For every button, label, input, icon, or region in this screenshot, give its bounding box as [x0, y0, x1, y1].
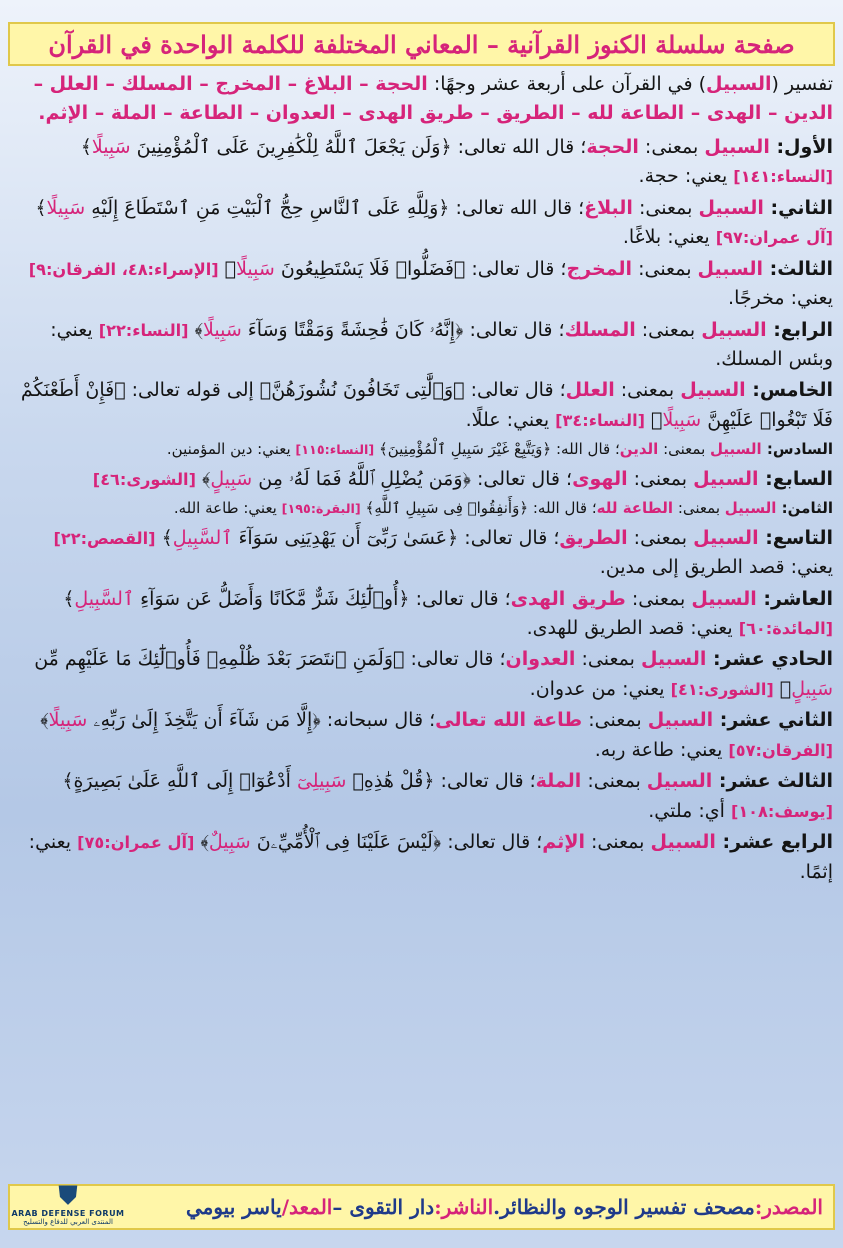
meaning-entry: [10, 828, 833, 887]
entry-verse-key: سَبِيلًا: [48, 709, 88, 732]
entry-meaning: الملة: [535, 770, 582, 793]
entry-word: السبيل: [647, 709, 714, 732]
entry-explanation: أي: ملتي.: [648, 799, 731, 822]
source-footer: [8, 1180, 835, 1230]
entry-bima: بمعنى:: [673, 499, 725, 518]
entry-ordinal: السادس:: [761, 440, 833, 459]
entry-verse: ﴿فَضَلُّوا۟ فَلَا يَسْتَطِيعُونَ: [274, 257, 466, 280]
meaning-entry: [10, 376, 833, 435]
entry-meaning: طريق الهدى: [510, 587, 626, 610]
logo-line2: المنتدى العربي للدفاع والتسليح: [23, 1217, 113, 1226]
entry-reference: [النساء:١٤١]: [733, 167, 833, 187]
entry-verse-key: سَبِيلًا: [236, 257, 275, 280]
entry-word: السبيل: [698, 196, 764, 219]
meaning-entry: [10, 194, 833, 253]
entry-bima: بمعنى:: [584, 831, 651, 854]
meaning-entry: [10, 465, 833, 494]
meaning-entry: [10, 706, 833, 765]
entry-reference: [الشورى:٤١]: [670, 679, 774, 699]
entry-explanation: يعني: قصد الطريق إلى مدين.: [599, 556, 833, 579]
intro-word: السبيل: [706, 73, 772, 95]
entry-lead: ؛ قال الله تعالى:: [449, 196, 585, 219]
entry-meaning: الهوى: [572, 467, 628, 490]
entry-word: السبيل: [701, 318, 767, 341]
entry-ordinal: الثالث:: [763, 257, 833, 280]
entry-verse-end: ﴾: [80, 135, 92, 158]
eagle-emblem-icon: ⛊: [58, 1180, 78, 1211]
entry-word: السبيل: [693, 526, 759, 549]
entry-verse: ﴿وَيَتَّبِعْ غَيْرَ سَبِيلِ ٱلْمُؤْمِنِينَ: [387, 440, 552, 459]
entry-verse-end: ﴾: [40, 709, 49, 732]
entry-reference: [آل عمران:٩٧]: [715, 228, 833, 248]
entry-bima: بمعنى:: [575, 648, 641, 671]
entry-verse-end: ﴾: [773, 677, 792, 700]
entry-meaning: الحجة: [586, 135, 639, 158]
entry-word: السبيل: [724, 499, 777, 518]
entry-reference: [آل عمران:٧٥]: [77, 833, 195, 853]
intro-paragraph: [10, 70, 833, 129]
source-label: المصدر:: [754, 1195, 823, 1219]
entry-reference: [البقرة:١٩٥]: [281, 502, 361, 518]
publisher-label: الناشر:: [434, 1195, 494, 1219]
entry-ordinal: الثاني:: [763, 196, 833, 219]
entry-reference: [يوسف:١٠٨]: [730, 801, 833, 821]
entry-ordinal: التاسع:: [758, 526, 833, 549]
entry-verse-end: أَدْعُوٓا۟ إِلَى ٱللَّهِ عَلَىٰ بَصِيرَةٍ﴾: [62, 770, 297, 793]
content-body: [10, 70, 833, 889]
entry-meaning: طاعة الله تعالى: [435, 709, 583, 732]
entry-bima: بمعنى:: [658, 440, 711, 459]
entry-explanation: يعني: وبئس المسلك.: [50, 318, 833, 370]
meaning-entry: [10, 437, 833, 463]
entry-bima: بمعنى:: [632, 196, 699, 219]
entry-verse: ﴿وَمَن يُضْلِلِ ٱللَّهُ فَمَا لَهُۥ مِن: [252, 467, 471, 490]
entry-verse: ﴿لَيْسَ عَلَيْنَا فِى ٱلْأُمِّيِّۦنَ: [250, 831, 442, 854]
entry-verse-key: سَبِيلٍ: [210, 467, 253, 490]
entry-lead: ؛ قال تعالى:: [463, 318, 565, 341]
entry-lead: ؛ قال تعالى:: [404, 648, 506, 671]
entry-lead: ؛ قال تعالى:: [441, 831, 543, 854]
entry-verse-key: سَبِيلًا: [46, 196, 86, 219]
entry-verse: ﴿وَلَن يَجْعَلَ ٱللَّهُ لِلْكَٰفِرِينَ عَلَى ٱلْمُؤْمِنِينَ: [130, 135, 452, 158]
entry-verse-end: ﴾: [194, 831, 209, 854]
meaning-entry: [10, 645, 833, 704]
entry-bima: بمعنى:: [627, 526, 694, 549]
entry-meaning: العلل: [565, 379, 615, 402]
entry-lead: ؛ قال تعالى:: [409, 587, 511, 610]
entry-verse-key: سَبِيلٌ: [208, 831, 251, 854]
meaning-entry: [10, 496, 833, 522]
entry-reference: [الفرقان:٥٧]: [728, 740, 833, 760]
entry-verse: ﴿إِنَّهُۥ كَانَ فَٰحِشَةً وَمَقْتًا وَسَآءَ: [241, 318, 464, 341]
meaning-entry: [10, 767, 833, 826]
entry-reference: [الإسراء:٤٨، الفرقان:٩]: [28, 259, 219, 279]
entry-verse-end: ﴾: [63, 587, 75, 610]
intro-meanings-list: الحجة – البلاغ – المخرج – المسلك – العلل – الدين – الهدى – الطاعة لله – الطريق – طريق الهدى – العدوان – الطاعة – الملة – الإثم.: [33, 73, 833, 125]
entry-reference: [النساء:١١٥]: [295, 443, 375, 459]
entry-ordinal: الثاني عشر:: [713, 709, 833, 732]
meaning-entry: [10, 316, 833, 375]
entry-explanation: يعني: عللًا.: [465, 408, 556, 431]
entry-verse: ﴿وَلَمَنِ ٱنتَصَرَ بَعْدَ ظُلْمِهِۦ فَأُو۟لَٰٓئِكَ مَا عَلَيْهِم مِّن: [34, 648, 405, 671]
forum-logo: [8, 1174, 128, 1234]
entry-explanation: يعني: بلاغًا.: [622, 226, 716, 249]
entry-word: السبيل: [691, 587, 757, 610]
entry-verse-key: ٱلسَّبِيلِ: [74, 587, 135, 610]
entry-lead: ؛ قال الله تعالى:: [451, 135, 587, 158]
entry-verse: ﴿عَسَىٰ رَبِّىٓ أَن يَهْدِيَنِى سَوَآءَ: [232, 526, 459, 549]
meaning-entry: [10, 255, 833, 314]
entry-verse-end: ﴾: [35, 196, 47, 219]
entry-word: السبيل: [650, 831, 716, 854]
entry-explanation: يعني: من عدوان.: [529, 677, 671, 700]
prepared-text: ياسر بيومي: [185, 1195, 282, 1219]
entry-explanation: يعني: دين المؤمنين.: [166, 440, 296, 459]
page-title: صفحة سلسلة الكنوز القرآنية – المعاني المختلفة للكلمة الواحدة في القرآن: [48, 29, 795, 59]
meanings-list: [10, 133, 833, 887]
intro-mid: ) في القرآن على أربعة عشر وجهًا:: [427, 73, 707, 95]
entry-verse-end: ﴾: [360, 499, 375, 518]
entry-verse: ﴿أُو۟لَٰٓئِكَ شَرٌّ مَّكَانًا وَأَضَلُّ عَن سَوَآءِ: [134, 587, 410, 610]
entry-verse-end: ﴾: [155, 526, 173, 549]
entry-bima: بمعنى:: [635, 318, 702, 341]
entry-ordinal: الثامن:: [776, 499, 833, 518]
entry-verse: ﴿وَلِلَّهِ عَلَى ٱلنَّاسِ حِجُّ ٱلْبَيْتِ مَنِ ٱسْتَطَاعَ إِلَيْهِ: [85, 196, 450, 219]
entry-reference: [النساء:٢٢]: [98, 320, 189, 340]
entry-verse-key: سَبِيلِىٓ: [296, 770, 347, 793]
entry-lead: ؛ قال سبحانه:: [320, 709, 436, 732]
entry-word: السبيل: [680, 379, 746, 402]
entry-lead: ؛ قال تعالى:: [470, 467, 573, 490]
entry-verse-end: ﴾: [645, 408, 663, 431]
entry-explanation: يعني: مخرجًا.: [728, 287, 833, 310]
entry-lead: ؛ قال الله:: [551, 440, 620, 459]
entry-meaning: المسلك: [564, 318, 636, 341]
entry-verse: ﴿وَأَنفِقُوا۟ فِى سَبِيلِ ٱللَّهِ: [374, 499, 529, 518]
logo-line1: ARAB DEFENSE FORUM: [11, 1208, 125, 1218]
entry-bima: بمعنى:: [614, 379, 681, 402]
entry-lead: ؛ قال تعالى:: [434, 770, 536, 793]
entry-word: السبيل: [697, 257, 763, 280]
entry-verse-key: سَبِيلًا: [662, 408, 702, 431]
entry-verse-end: ﴾: [195, 467, 211, 490]
entry-explanation: يعني: طاعة ربه.: [594, 738, 729, 761]
entry-ordinal: العاشر:: [756, 587, 833, 610]
entry-word: السبيل: [704, 135, 770, 158]
entry-word: السبيل: [693, 467, 759, 490]
entry-reference: [المائدة:٦٠]: [738, 619, 833, 638]
page-title-banner: [8, 22, 835, 66]
entry-ordinal: الرابع:: [766, 318, 833, 341]
entry-explanation: يعني: طاعة الله.: [173, 499, 282, 518]
entry-meaning: الإثم: [542, 831, 585, 854]
entry-bima: بمعنى:: [638, 135, 705, 158]
entry-ordinal: الحادي عشر:: [706, 648, 833, 671]
entry-explanation: يعني: حجة.: [638, 165, 734, 188]
entry-verse-end: ﴾: [374, 440, 388, 459]
entry-lead: ؛ قال الله:: [528, 499, 597, 518]
entry-lead: ؛ قال تعالى:: [465, 257, 567, 280]
entry-meaning: الدين: [619, 440, 659, 459]
entry-verse-end: ﴾: [188, 318, 204, 341]
entry-verse: ﴿قُلْ هَٰذِهِۦ: [346, 770, 435, 793]
entry-ordinal: الأول:: [769, 135, 833, 158]
entry-explanation: يعني: إثمًا.: [28, 831, 833, 883]
entry-ordinal: الثالث عشر:: [712, 770, 833, 793]
entry-verse-key: ٱلسَّبِيلِ: [172, 526, 233, 549]
entry-lead: ؛ قال تعالى:: [464, 379, 566, 402]
entry-lead: ؛ قال تعالى:: [458, 526, 560, 549]
entry-meaning: البلاغ: [584, 196, 633, 219]
entry-verse-key: سَبِيلًا: [203, 318, 242, 341]
intro-prefix: تفسير (: [771, 73, 833, 95]
entry-word: السبيل: [646, 770, 713, 793]
entry-bima: بمعنى:: [632, 257, 698, 280]
meaning-entry: [10, 524, 833, 583]
entry-verse: ﴿إِلَّا مَن شَآءَ أَن يَتَّخِذَ إِلَىٰ رَبِّهِۦ: [87, 709, 321, 732]
entry-verse-key: سَبِيلًا: [91, 135, 131, 158]
entry-bima: بمعنى:: [582, 709, 648, 732]
entry-meaning: المخرج: [566, 257, 633, 280]
entry-bima: بمعنى:: [627, 467, 694, 490]
meaning-entry: [10, 585, 833, 644]
prepared-label: المعد/: [281, 1195, 333, 1219]
entry-word: السبيل: [640, 648, 707, 671]
entry-meaning: العدوان: [505, 648, 576, 671]
entry-verse-key: سَبِيلٍ: [791, 677, 833, 700]
entry-reference: [الشورى:٤٦]: [92, 469, 196, 489]
source-text: مصحف تفسير الوجوه والنظائر.: [493, 1195, 755, 1219]
meaning-entry: [10, 133, 833, 192]
entry-verse: ﴿وَٱلَّٰتِى تَخَافُونَ نُشُوزَهُنَّ﴾ إلى قوله تعالى: ﴿فَإِنْ أَطَعْنَكُمْ فَلَا تَبْغُوا۟ عَلَيْهِنَّ: [20, 379, 833, 431]
entry-ordinal: الخامس:: [745, 379, 833, 402]
entry-ordinal: الرابع عشر:: [715, 831, 833, 854]
entry-explanation: يعني: قصد الطريق للهدى.: [526, 617, 739, 639]
entry-word: السبيل: [710, 440, 762, 459]
entry-reference: [القصص:٢٢]: [53, 528, 156, 548]
entry-reference: [النساء:٣٤]: [555, 410, 645, 430]
entry-verse-end: ﴾: [218, 257, 237, 280]
entry-meaning: الطريق: [559, 526, 628, 549]
publisher-text: دار التقوى –: [332, 1195, 435, 1219]
entry-ordinal: السابع:: [758, 467, 833, 490]
entry-meaning: الطاعة لله: [596, 499, 674, 518]
entry-bima: بمعنى:: [581, 770, 647, 793]
entry-bima: بمعنى:: [625, 587, 692, 610]
